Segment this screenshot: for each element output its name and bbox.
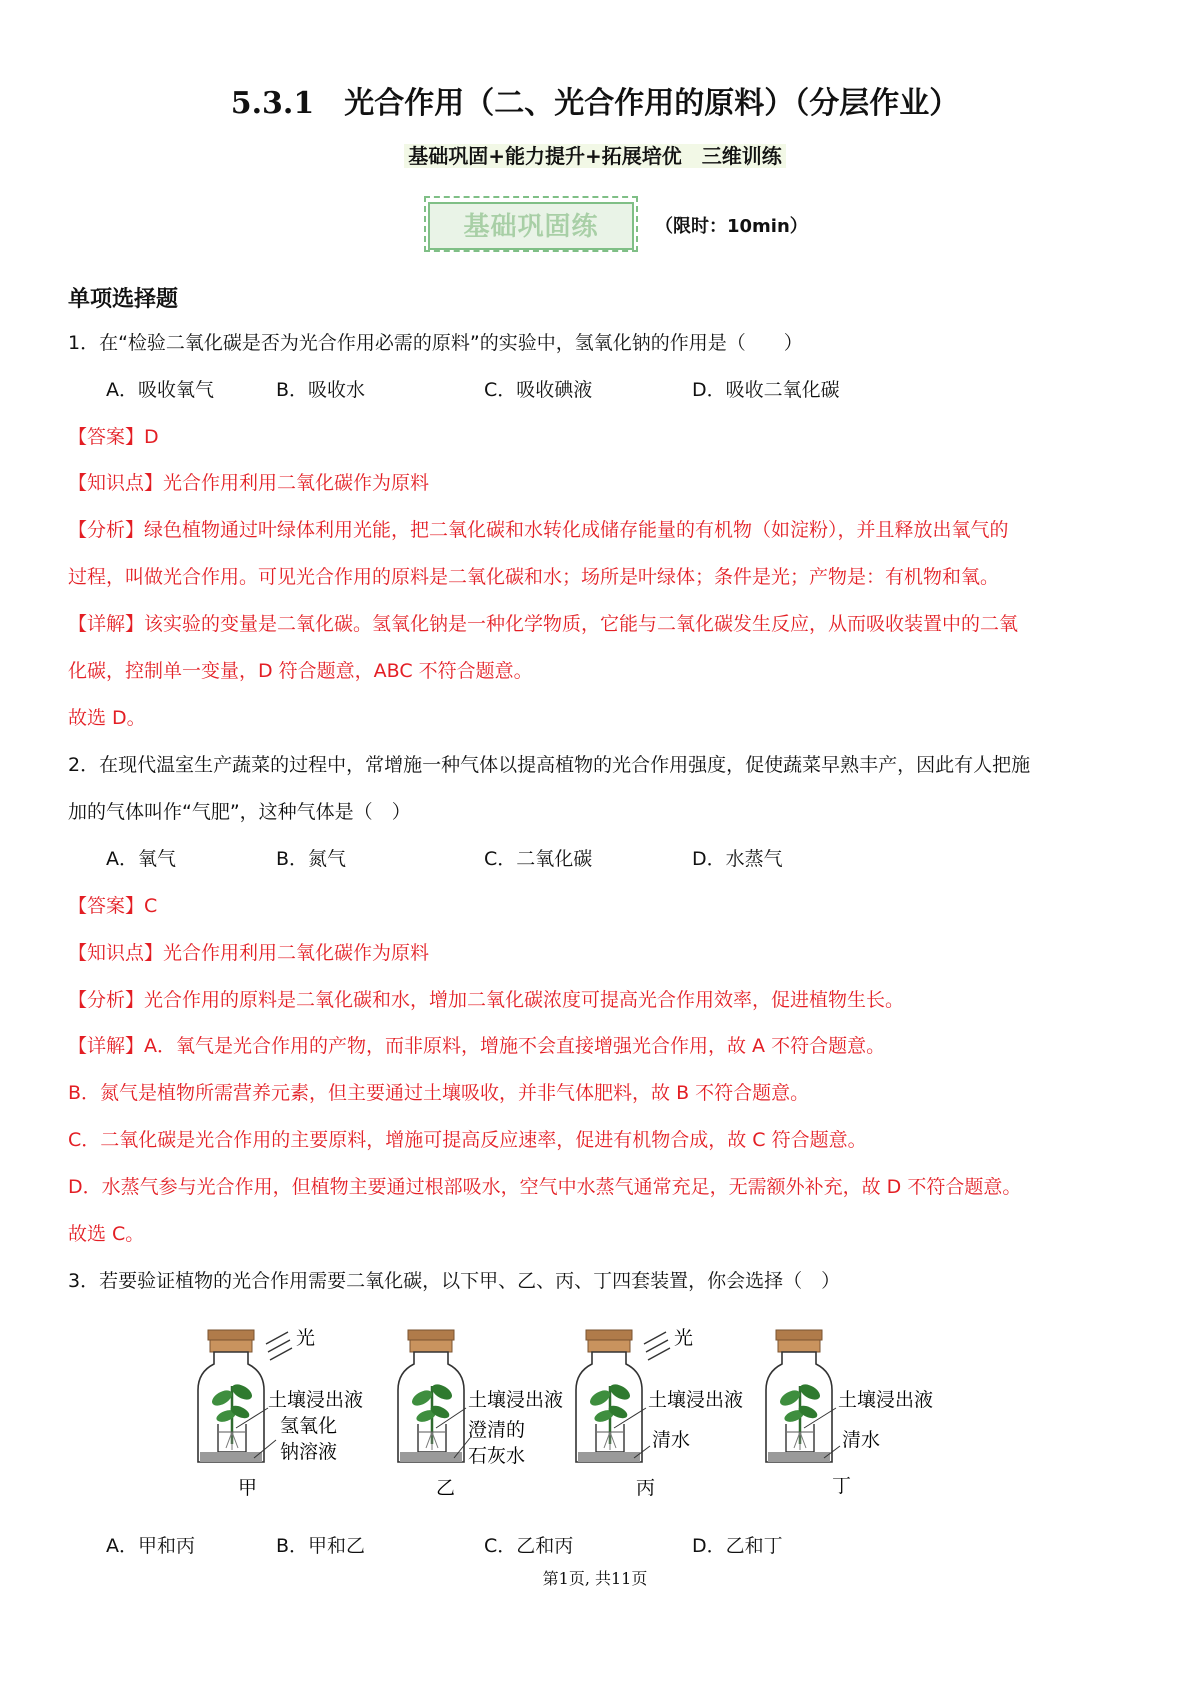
label-naoh-2: 钠溶液 [280, 1441, 338, 1463]
q1-stem: 1．在“检验二氧化碳是否为光合作用必需的原料”的实验中，氢氧化钠的作用是（ ） [68, 332, 803, 354]
q3-apparatus-figure [196, 1320, 996, 1510]
q2-detail-c: C．二氧化碳是光合作用的主要原料，增施可提高反应速率，促进有机物合成，故 C 符合题意。 [68, 1129, 867, 1151]
q2-conclusion: 故选 C。 [68, 1223, 145, 1245]
label-naoh-1: 氢氧化 [280, 1415, 338, 1437]
q1-option-d: D．吸收二氧化碳 [692, 379, 840, 401]
label-soil-bing: 土壤浸出液 [648, 1389, 744, 1411]
page-footer: 第1页, 共11页 [542, 1569, 648, 1588]
light-rays [644, 1332, 670, 1360]
q1-option-a: A．吸收氧气 [106, 379, 214, 401]
page-title: 5.3.1 光合作用（二、光合作用的原料）（分层作业） [230, 86, 960, 121]
label-lime-2: 石灰水 [468, 1445, 526, 1467]
label-soil-ding: 土壤浸出液 [838, 1389, 934, 1411]
q2-detail-d: D．水蒸气参与光合作用，但植物主要通过根部吸水，空气中水蒸气通常充足，无需额外补充，故 D 不符合题意。 [68, 1176, 1022, 1198]
q2-stem-line2: 加的气体叫作“气肥”，这种气体是（ ） [68, 801, 411, 823]
q2-analysis: 【分析】光合作用的原料是二氧化碳和水，增加二氧化碳浓度可提高光合作用效率，促进植物生长。 [68, 989, 905, 1011]
q3-stem: 3．若要验证植物的光合作用需要二氧化碳，以下甲、乙、丙、丁四套装置，你会选择（ ） [68, 1270, 841, 1292]
q2-detail-b: B．氮气是植物所需营养元素，但主要通过土壤吸收，并非气体肥料，故 B 不符合题意。 [68, 1082, 810, 1104]
q2-option-c: C．二氧化碳 [484, 848, 593, 870]
badge-label: 基础巩固练 [463, 212, 599, 242]
q1-detail-line1: 【详解】该实验的变量是二氧化碳。氢氧化钠是一种化学物质，它能与二氧化碳发生反应，从而吸收装置中的二氧 [68, 613, 1019, 635]
q2-knowledge: 【知识点】光合作用利用二氧化碳作为原料 [68, 942, 430, 964]
q2-detail-a: 【详解】A．氧气是光合作用的产物，而非原料，增施不会直接增强光合作用，故 A 不符合题意。 [68, 1035, 886, 1057]
page-subtitle [0, 140, 1190, 169]
label-light-jia: 光 [296, 1327, 316, 1349]
label-light-bing: 光 [674, 1327, 694, 1349]
q1-detail-line2: 化碳，控制单一变量，D 符合题意，ABC 不符合题意。 [68, 660, 533, 682]
light-rays [266, 1332, 292, 1360]
q3-option-d: D．乙和丁 [692, 1535, 783, 1557]
q2-option-d: D．水蒸气 [692, 848, 783, 870]
q3-option-a: A．甲和丙 [106, 1535, 195, 1557]
q2-option-b: B．氮气 [276, 848, 347, 870]
label-ding: 丁 [832, 1475, 852, 1497]
subtitle-text: 基础巩固+能力提升+拓展培优 三维训练 [404, 144, 786, 168]
q1-option-b: B．吸收水 [276, 379, 366, 401]
q2-answer: 【答案】C [68, 895, 158, 917]
q1-knowledge: 【知识点】光合作用利用二氧化碳作为原料 [68, 472, 430, 494]
q1-analysis-line2: 过程，叫做光合作用。可见光合作用的原料是二氧化碳和水；场所是叶绿体；条件是光；产物是：有机物和氧。 [68, 566, 1000, 588]
label-jia: 甲 [238, 1477, 258, 1499]
label-bing: 丙 [636, 1477, 656, 1499]
q1-option-c: C．吸收碘液 [484, 379, 593, 401]
q2-option-a: A．氧气 [106, 848, 176, 870]
label-lime-1: 澄清的 [468, 1419, 526, 1441]
label-water-ding: 清水 [842, 1429, 881, 1451]
q3-option-b: B．甲和乙 [276, 1535, 366, 1557]
q3-option-c: C．乙和丙 [484, 1535, 574, 1557]
label-yi: 乙 [436, 1477, 456, 1499]
q1-answer: 【答案】D [68, 426, 159, 448]
q1-analysis-line1: 【分析】绿色植物通过叶绿体利用光能，把二氧化碳和水转化成储存能量的有机物（如淀粉），并且释放出氧气的 [68, 519, 1009, 541]
section-heading: 单项选择题 [68, 287, 179, 312]
label-soil-yi: 土壤浸出液 [468, 1389, 564, 1411]
time-limit: （限时：10min） [655, 216, 808, 237]
apparatus-ding [766, 1330, 840, 1462]
label-soil-jia: 土壤浸出液 [268, 1389, 364, 1411]
section-badge [424, 196, 638, 252]
label-water-bing: 清水 [652, 1429, 691, 1451]
q1-conclusion: 故选 D。 [68, 707, 146, 729]
q2-stem-line1: 2．在现代温室生产蔬菜的过程中，常增施一种气体以提高植物的光合作用强度，促使蔬菜早熟丰产，因此有人把施 [68, 754, 1031, 776]
apparatus-yi [398, 1330, 470, 1462]
